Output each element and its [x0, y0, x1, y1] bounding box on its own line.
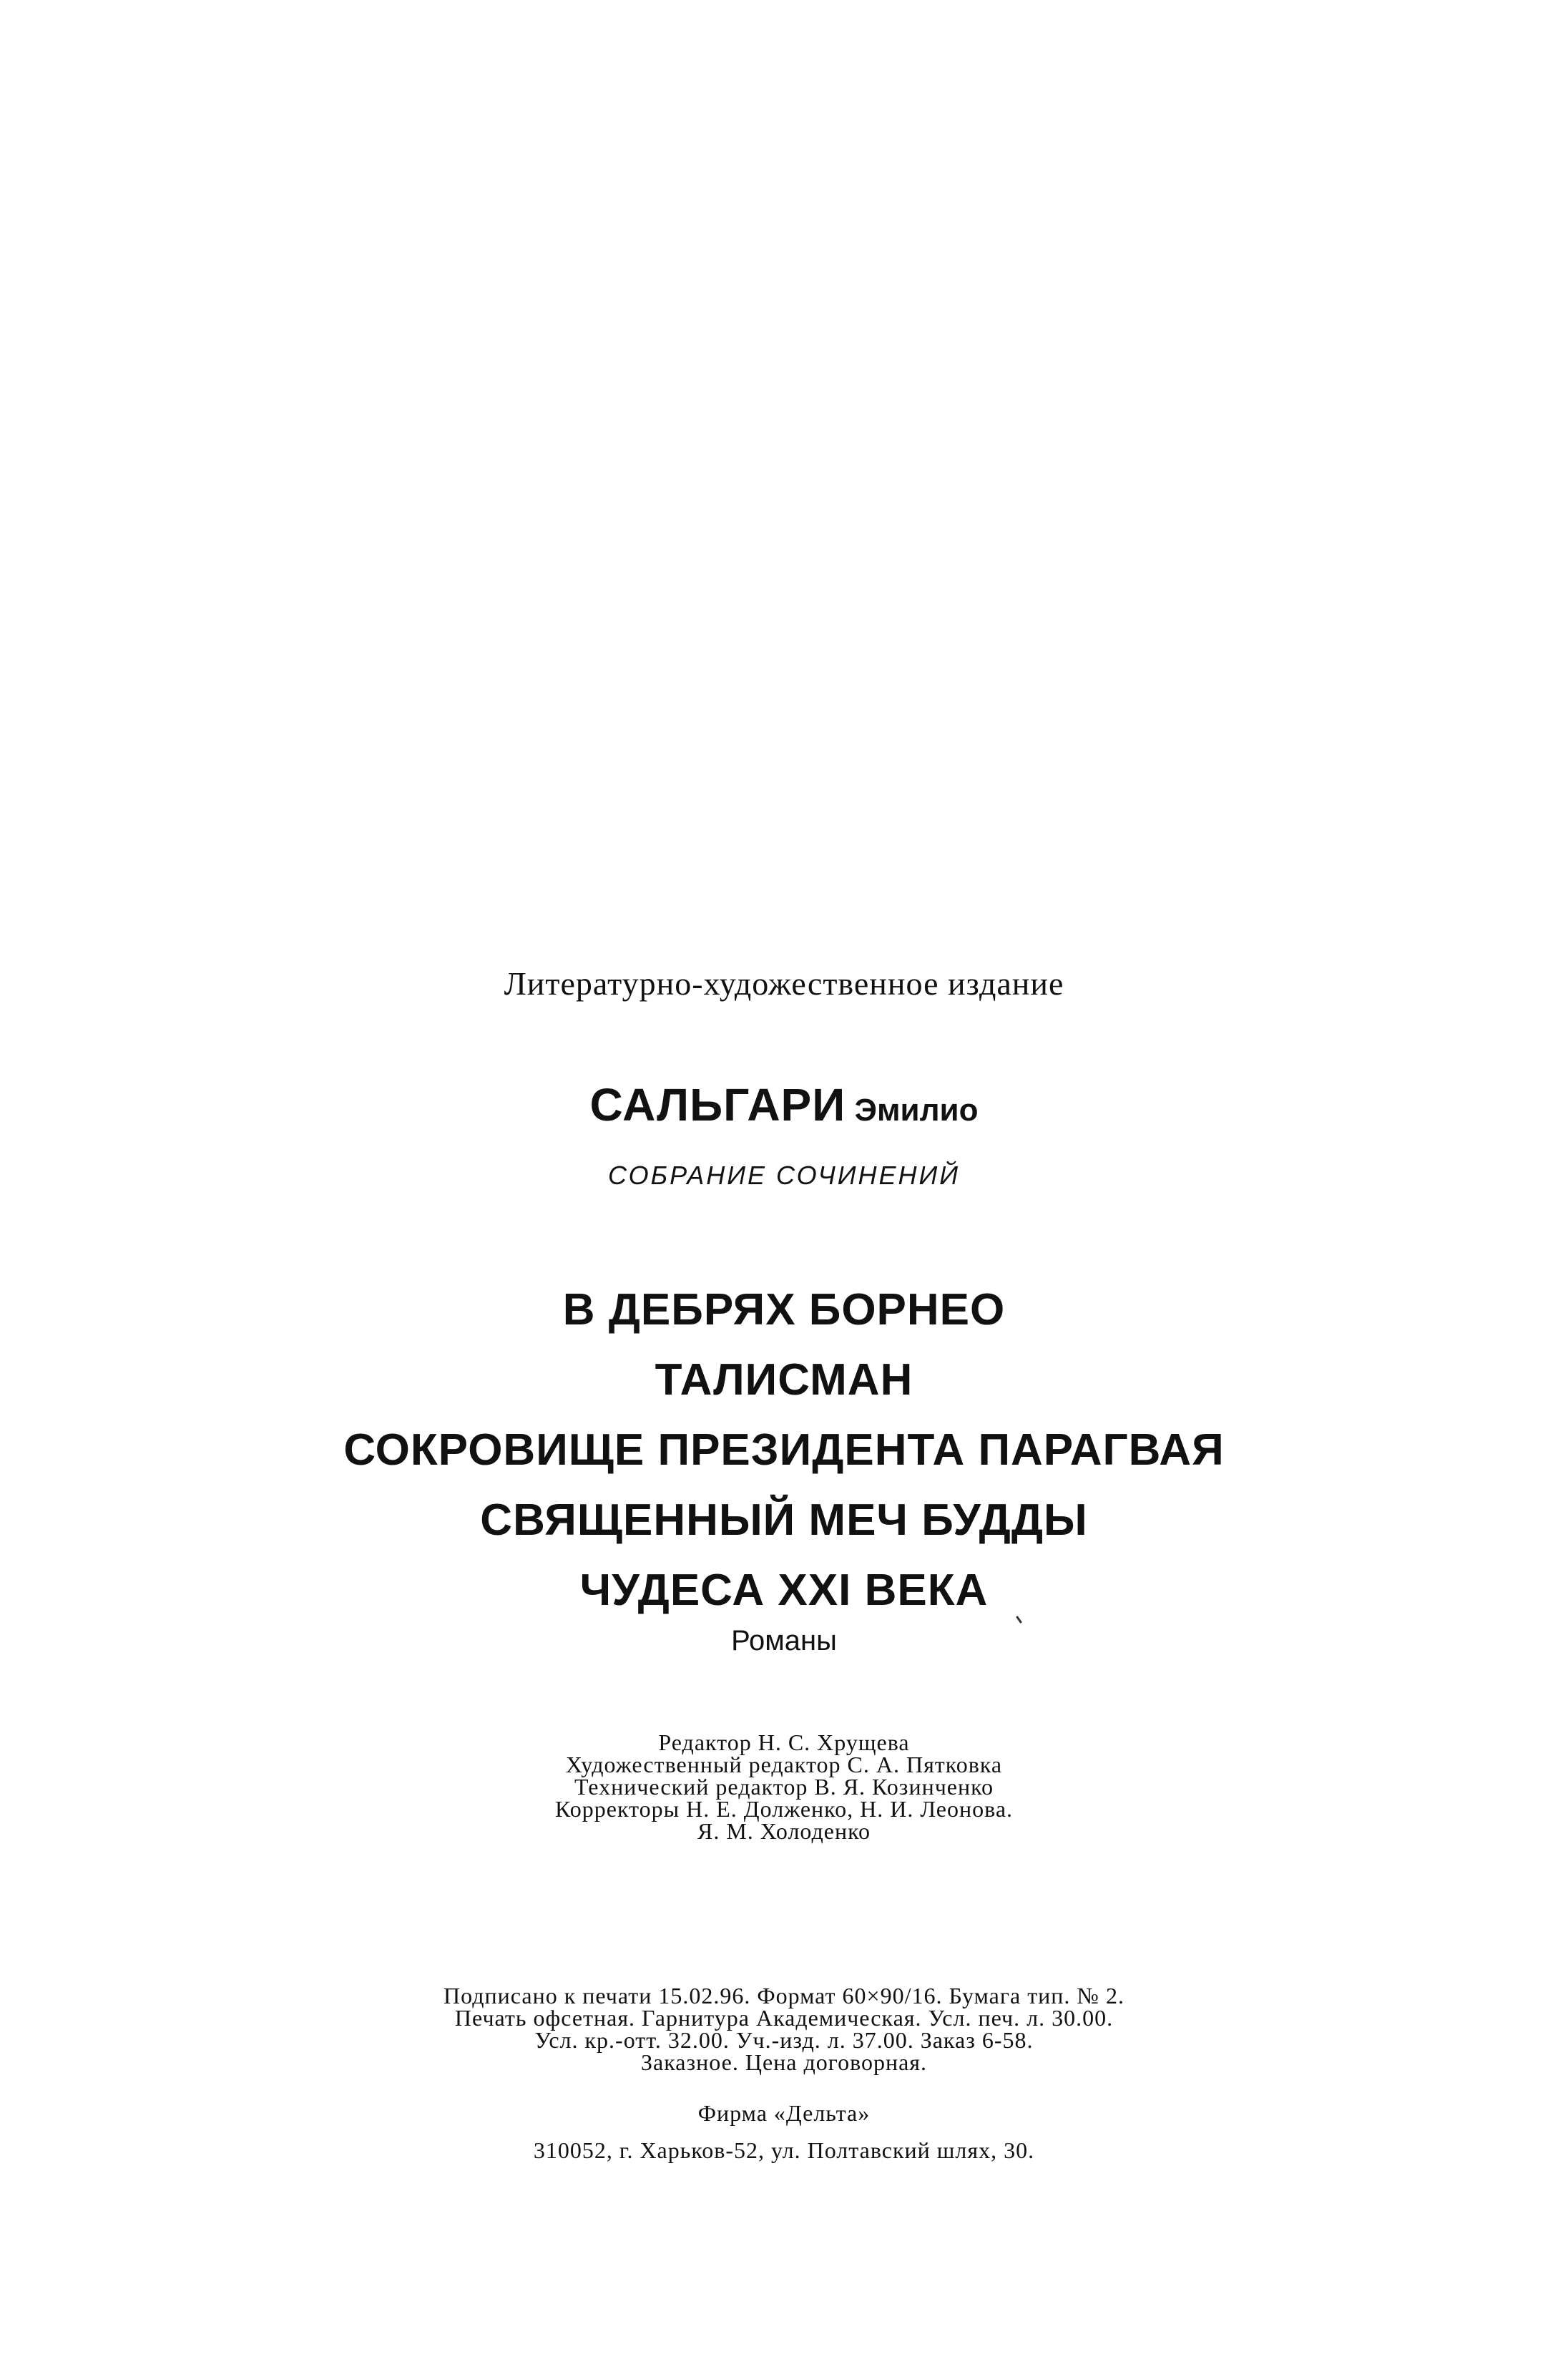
credits-block	[0, 1729, 1568, 1844]
credit-line: Технический редактор В. Я. Козинченко	[574, 1774, 994, 1800]
author-name: Эмилио	[854, 1093, 979, 1128]
imprint-line: Печать офсетная. Гарнитура Академическая. Усл. печ. л. 30.00.	[454, 2005, 1114, 2031]
publisher-address: 310052, г. Харьков-52, ул. Полтавский шлях, 30.	[533, 2137, 1035, 2163]
imprint-line: Усл. кр.-отт. 32.00. Уч.-изд. л. 37.00. Заказ 6-58.	[534, 2027, 1034, 2053]
series-title: СОБРАНИЕ СОЧИНЕНИЙ	[608, 1161, 960, 1190]
credit-line: Я. М. Холоденко	[697, 1818, 871, 1844]
imprint-line: Подписано к печати 15.02.96. Формат 60×90/16. Бумага тип. № 2.	[444, 1983, 1124, 2009]
title-item: СОКРОВИЩЕ ПРЕЗИДЕНТА ПАРАГВАЯ	[343, 1425, 1225, 1475]
title-item: В ДЕБРЯХ БОРНЕО	[562, 1285, 1006, 1334]
credit-line: Редактор Н. С. Хрущева	[658, 1729, 910, 1755]
edition-type: Литературно-художественное издание	[504, 965, 1064, 1002]
publisher-name: Фирма «Дельта»	[697, 2100, 871, 2126]
title-item: ТАЛИСМАН	[655, 1355, 913, 1405]
title-item: СВЯЩЕННЫЙ МЕЧ БУДДЫ	[480, 1495, 1088, 1545]
author	[0, 1079, 1568, 1131]
title-item: ЧУДЕСА XXI ВЕКА	[579, 1566, 989, 1615]
credit-line: Художественный редактор С. А. Пятковка	[565, 1752, 1003, 1777]
imprint-block	[0, 1985, 1568, 2074]
imprint-line: Заказное. Цена договорная.	[640, 2049, 928, 2075]
author-surname: САЛЬГАРИ	[589, 1079, 846, 1131]
genre: Романы	[731, 1625, 837, 1656]
credit-line: Корректоры Н. Е. Долженко, Н. И. Леонова.	[554, 1796, 1014, 1822]
title-list	[0, 1275, 1568, 1626]
